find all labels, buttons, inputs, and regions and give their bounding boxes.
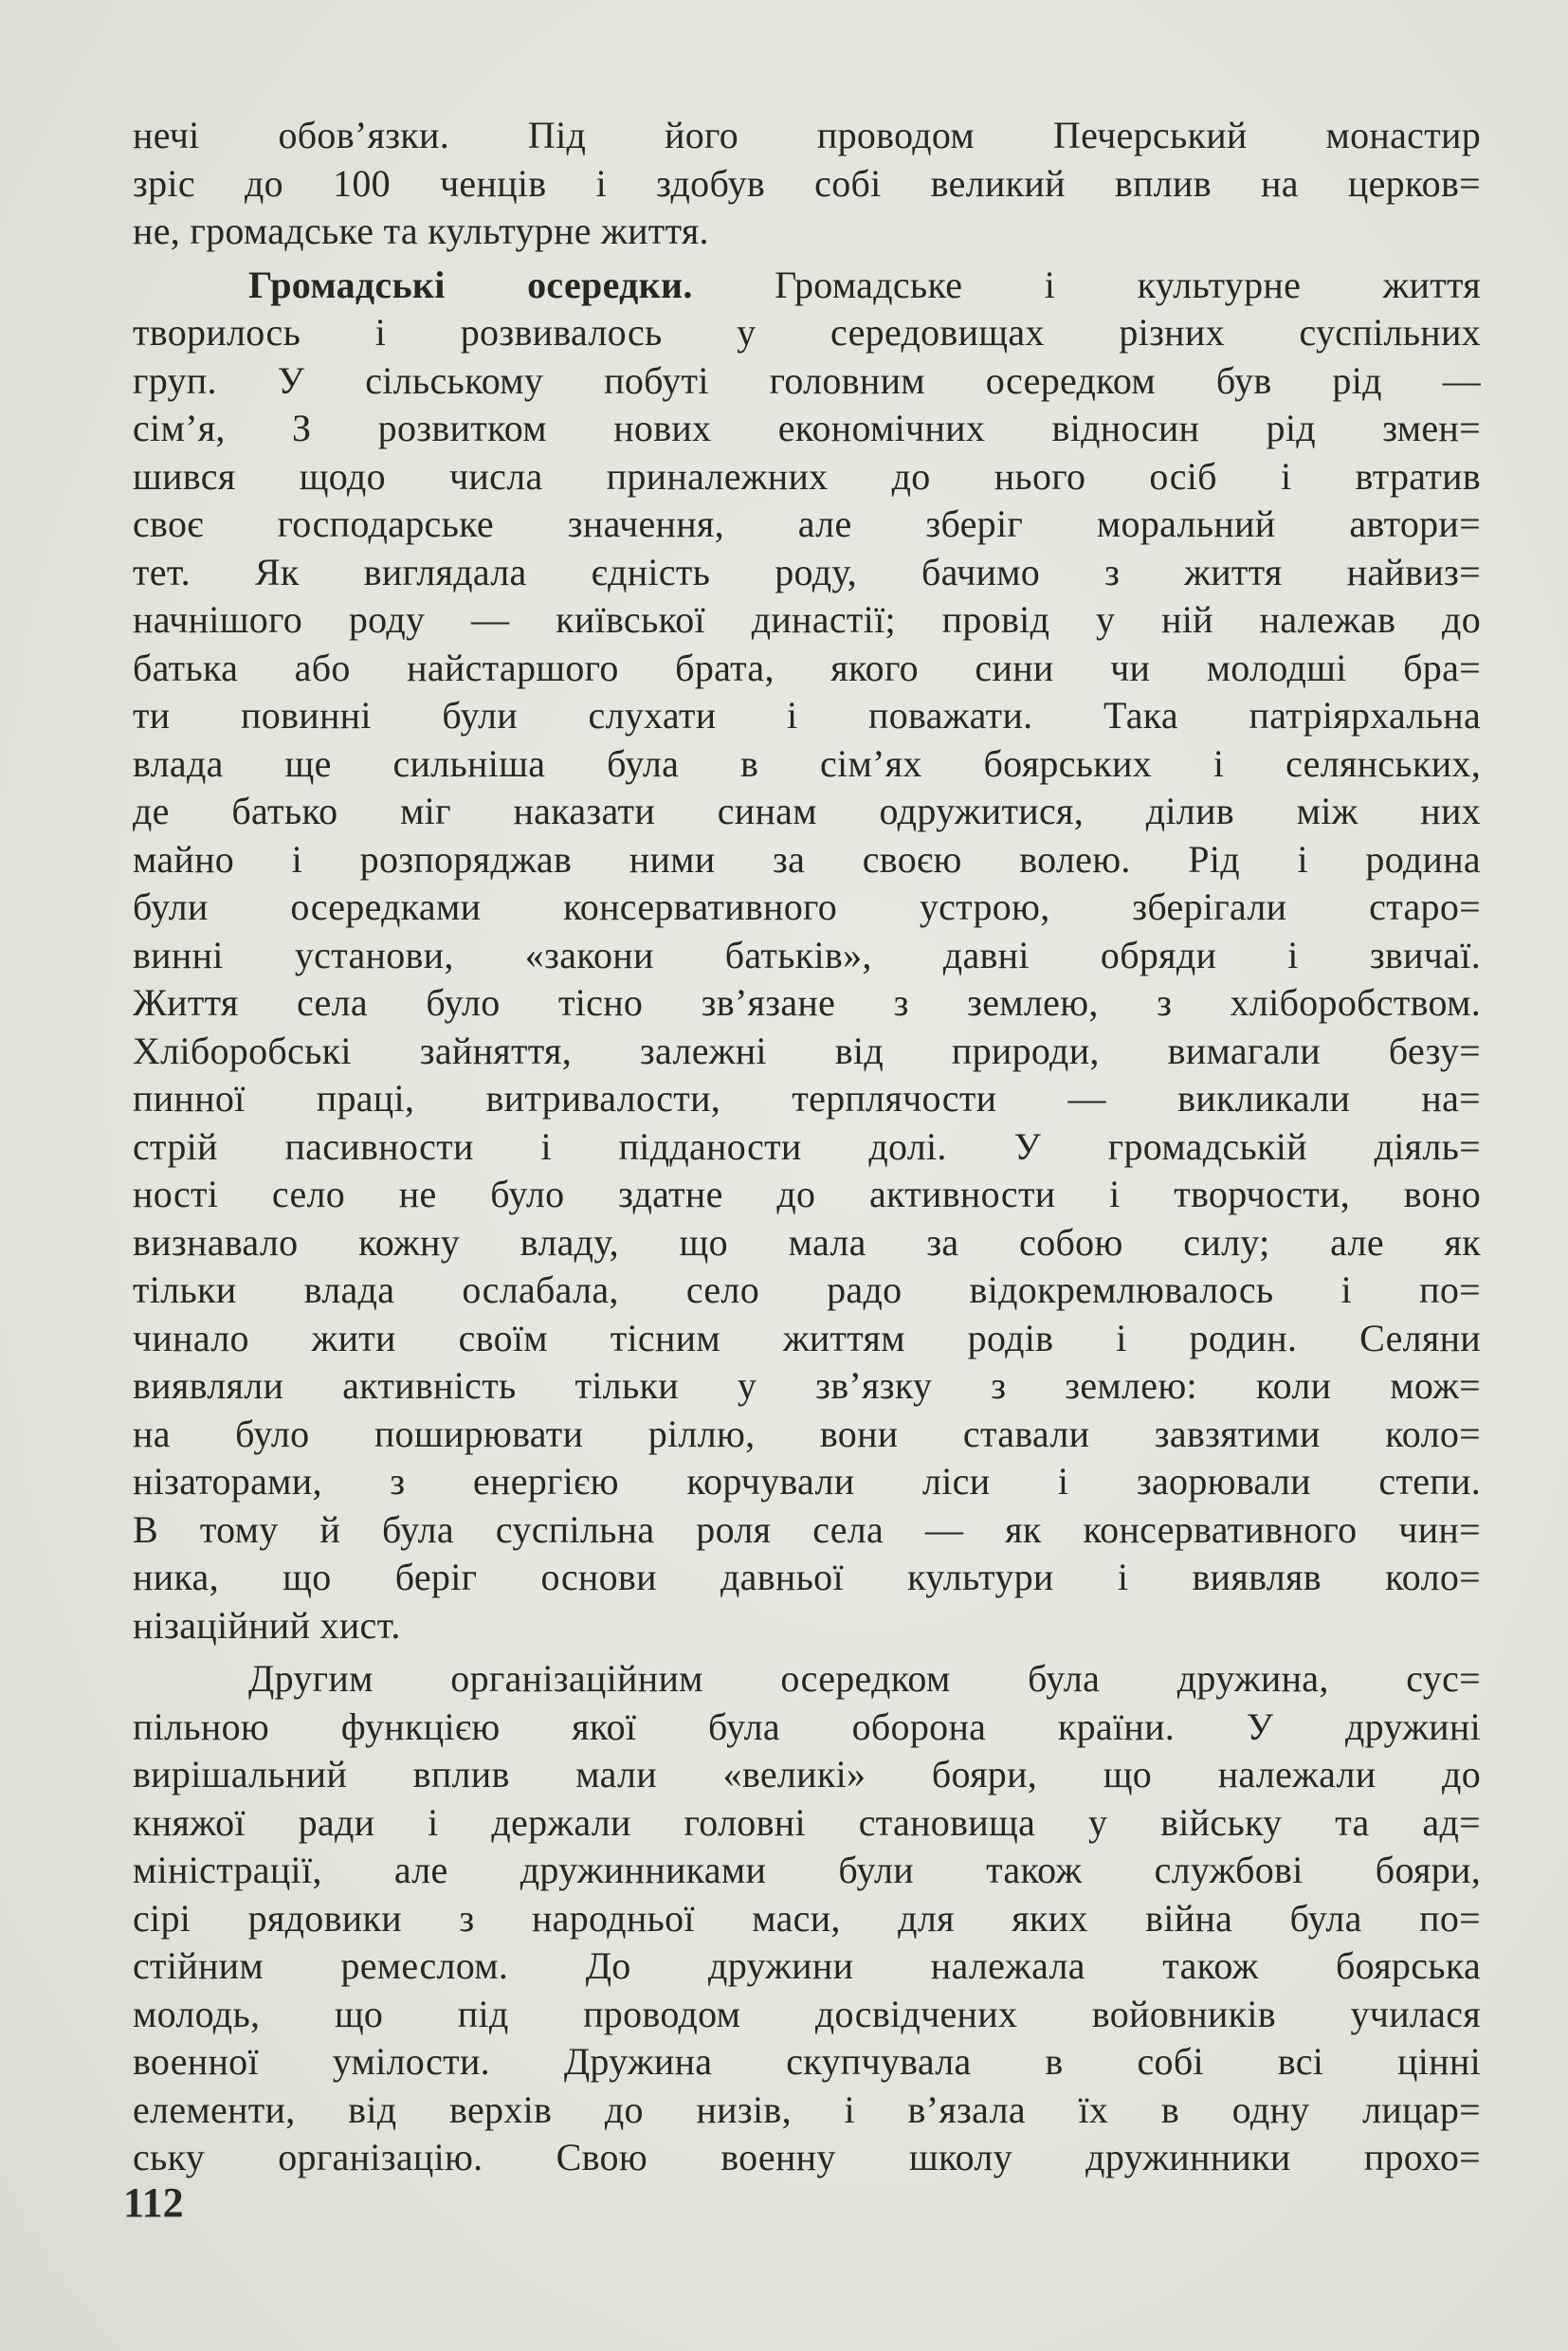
text-line: вирішальний вплив мали «великі» бояри, що належали до [133, 1753, 1481, 1795]
text-line: В тому й була суспільна роля села — як консервативного чин= [133, 1507, 1481, 1551]
text-line: зріс до 100 ченців і здобув собі великий вплив на церков= [133, 161, 1481, 205]
text-line: военної умілости. Дружина скупчувала в собі всі цінні [133, 2040, 1481, 2083]
text-line: чинало жити своїм тісним життям родів і родин. Селяни [133, 1316, 1481, 1359]
section-heading: Громадські осередки. [248, 263, 693, 306]
text-line: шився щодо числа приналежних до нього осіб і втратив [133, 454, 1481, 498]
text-line: сірі рядовики з народньої маси, для яких війна була по= [133, 1896, 1481, 1940]
text-line: винні установи, «закони батьків», давні обряди і звичаї. [133, 933, 1481, 976]
text-line: стійним ремеслом. До дружини належала також боярська [133, 1944, 1481, 1987]
text-line: творилось і розвивалось у середовищах різних суспільних [133, 311, 1481, 354]
text-line: Життя села було тісно зв’язане з землею, з хліборобством. [133, 981, 1481, 1024]
text-line: визнавало кожну владу, що мала за собою силу; але як [133, 1220, 1481, 1264]
text-line: були осередками консервативного устрою, зберігали старо= [133, 885, 1481, 928]
text-line: не, громадське та культурне життя. [133, 210, 709, 252]
text-line: майно і розпоряджав ними за своєю волею. Рід і родина [133, 837, 1481, 881]
text-line: молодь, що під проводом досвідчених войовників училася [133, 1992, 1481, 2035]
text-line: груп. У сільському побуті головним осередком був рід — [133, 358, 1481, 402]
text-line: княжої ради і держали головні становища у війську та ад= [133, 1800, 1481, 1844]
text-line: ника, що беріг основи давньої культури і виявляв коло= [133, 1556, 1481, 1598]
page-number: 112 [123, 2179, 184, 2226]
text-line: тільки влада ослабала, село радо відокремлювалось і по= [133, 1268, 1481, 1311]
paragraph-first-line: Другим організаційним осередком була дружина, сус= [248, 1657, 1481, 1700]
text-line: влада ще сильніша була в сім’ях боярських і селянських, [133, 741, 1481, 785]
text-fragment: Громадське і культурне життя [692, 263, 1481, 306]
text-line: нізаційний хист. [133, 1603, 401, 1647]
text-line: батька або найстаршого брата, якого сини чи молодші бра= [133, 646, 1481, 689]
text-line: начнішого роду — київської династії; провід у ній належав до [133, 598, 1481, 641]
text-line: ську організацію. Свою военну школу дружинники прохо= [133, 2136, 1481, 2178]
body-text [133, 112, 1481, 2182]
text-line: елементи, від верхів до низів, і в’язала їх в одну лицар= [133, 2087, 1481, 2131]
text-line: на було поширювати ріллю, вони ставали завзятими коло= [133, 1412, 1481, 1455]
text-line: пільною функцією якої була оборона країни. У дружині [133, 1704, 1481, 1748]
text-line: своє господарське значення, але зберіг моральний автори= [133, 502, 1481, 545]
text-line: сім’я, З розвитком нових економічних відносин рід змен= [133, 407, 1481, 449]
paragraph-first-line [133, 262, 1481, 310]
text-line: ти повинні були слухати і поважати. Така патріярхальна [133, 694, 1481, 737]
text-line: ності село не було здатне до активности і творчости, воно [133, 1173, 1481, 1215]
text-line: стрій пасивности і підданости долі. У громадській діяль= [133, 1124, 1481, 1168]
text-line: де батько міг наказати синам одружитися, ділив між них [133, 790, 1481, 832]
text-line: виявляли активність тільки у зв’язку з землею: коли мож= [133, 1364, 1481, 1407]
text-line: Хліборобські зайняття, залежні від природи, вимагали безу= [133, 1029, 1481, 1072]
text-line: нізаторами, з енергією корчували ліси і заорювали степи. [133, 1460, 1481, 1503]
text-line: нечі обов’язки. Під його проводом Печерський монастир [133, 114, 1481, 156]
text-line: тет. Як виглядала єдність роду, бачимо з життя найвиз= [133, 550, 1481, 593]
text-line: пинної праці, витривалости, терплячости — викликали на= [133, 1077, 1481, 1120]
text-line: міністрації, але дружинниками були також службові бояри, [133, 1849, 1481, 1891]
